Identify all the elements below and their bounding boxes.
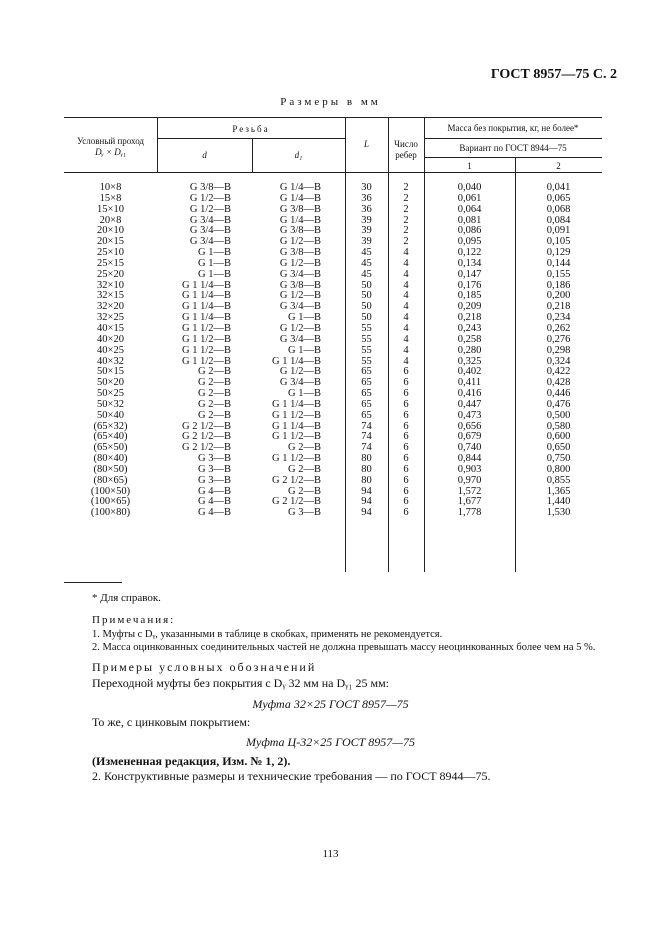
table-cell-m2: 0,105 [546, 236, 571, 248]
table-cell-L: 94 [361, 485, 372, 497]
table-cell-dn: 25×10 [97, 247, 124, 259]
table-cell-dn: 15×10 [97, 203, 124, 215]
table-cell-m2: 1,530 [546, 507, 571, 519]
table-cell-dn: 50×20 [97, 377, 124, 389]
table-cell-dn: 40×25 [97, 344, 124, 356]
table-cell-m2: 0,800 [546, 463, 571, 475]
table-cell-m2: 0,476 [546, 398, 571, 410]
table-cell-m1: 0,176 [457, 279, 482, 291]
table-cell-dn: 10×8 [99, 182, 122, 193]
table-cell-dn: 25×15 [97, 257, 124, 269]
column-thread-d1 [252, 183, 321, 519]
table-cell-dn: (100×50) [90, 485, 131, 497]
table-cell-d1: G 1 1/2—B [271, 409, 321, 421]
table-cell-d1: G 2 1/2—B [271, 496, 321, 508]
table-caption: Размеры в мм [280, 96, 381, 108]
table-cell-m1: 0,218 [457, 312, 482, 324]
table-cell-m2: 0,091 [546, 225, 571, 237]
table-cell-n: 2 [403, 236, 409, 248]
table-cell-L: 45 [361, 247, 372, 259]
header-variant-1: 1 [467, 161, 472, 171]
table-cell-dn: 50×40 [97, 409, 124, 421]
designation-2: Муфта Ц-32×25 ГОСТ 8957—75 [246, 735, 415, 749]
table-cell-m1: 0,095 [457, 236, 482, 248]
table-cell-d1: G 1/4—B [279, 214, 321, 226]
footnote: * Для справок. [92, 592, 161, 604]
table-cell-dn: 50×32 [97, 398, 124, 410]
table-cell-n: 6 [403, 442, 409, 454]
column-thread-d [157, 183, 231, 519]
table-cell-n: 6 [403, 453, 409, 465]
table-cell-d: G 2—B [198, 366, 231, 378]
table-cell-L: 55 [361, 333, 372, 345]
table-cell-L: 55 [361, 322, 372, 334]
table-cell-L: 39 [361, 214, 372, 226]
example-line-2: То же, с цинковым покрытием: [92, 715, 251, 729]
table-cell-L: 36 [361, 192, 372, 204]
table-cell-n: 6 [403, 463, 409, 475]
table-cell-m2: 0,234 [546, 312, 571, 324]
table-cell-d1: G 3/8—B [279, 225, 321, 237]
header-thread: Резьба [232, 124, 270, 134]
table-cell-n: 4 [403, 312, 409, 324]
table-cell-n: 4 [403, 322, 409, 334]
table-cell-m1: 0,411 [457, 377, 482, 389]
table-cell-d1: G 1/4—B [279, 182, 321, 193]
table-cell-d1: G 1 1/4—B [271, 355, 321, 367]
table-cell-d: G 1 1/2—B [181, 333, 231, 345]
table-cell-dn: 32×10 [97, 279, 124, 291]
table-cell-d: G 3/8—B [189, 182, 231, 193]
table-cell-n: 6 [403, 431, 409, 443]
table-cell-m2: 0,041 [546, 182, 571, 193]
table-cell-L: 80 [361, 463, 372, 475]
table-cell-L: 74 [361, 431, 372, 443]
table-cell-d1: G 3/8—B [279, 247, 321, 259]
table-cell-m1: 0,061 [457, 192, 482, 204]
header-variant-2: 2 [556, 161, 561, 171]
table-cell-dn: (80×50) [93, 463, 128, 475]
table-cell-d1: G 1/2—B [279, 290, 321, 302]
table-cell-L: 74 [361, 420, 372, 432]
table-cell-d: G 3/4—B [189, 225, 231, 237]
table-cell-d: G 1 1/4—B [181, 290, 231, 302]
table-cell-L: 80 [361, 474, 372, 486]
table-cell-m2: 0,084 [546, 214, 571, 226]
column-mass-variant-1 [424, 183, 515, 519]
table-cell-d1: G 1/2—B [279, 236, 321, 248]
table-cell-n: 4 [403, 301, 409, 313]
table-cell-m2: 0,855 [546, 474, 571, 486]
table-cell-L: 50 [361, 290, 372, 302]
column-ribs [388, 183, 424, 519]
table-cell-L: 39 [361, 236, 372, 248]
table-cell-d: G 3—B [198, 453, 231, 465]
table-cell-m1: 0,122 [457, 247, 482, 259]
header-variant: Вариант по ГОСТ 8944—75 [459, 143, 567, 153]
table-cell-m2: 0,428 [546, 377, 571, 389]
table-cell-dn: 40×20 [97, 333, 124, 345]
table-cell-m1: 0,040 [457, 182, 482, 193]
table-cell-m2: 0,068 [546, 203, 571, 215]
footnote-rule [64, 582, 122, 583]
table-cell-d1: G 1—B [288, 312, 321, 324]
table-cell-n: 4 [403, 344, 409, 356]
table-cell-n: 2 [403, 225, 409, 237]
table-cell-L: 65 [361, 398, 372, 410]
table-cell-d: G 1 1/4—B [181, 301, 231, 313]
table-cell-m2: 0,500 [546, 409, 571, 421]
table-cell-d: G 2—B [198, 388, 231, 400]
table-cell-L: 50 [361, 279, 372, 291]
table-cell-d1: G 3/4—B [279, 377, 321, 389]
table-cell-m1: 0,086 [457, 225, 482, 237]
table-cell-dn: 50×15 [97, 366, 124, 378]
table-cell-n: 6 [403, 496, 409, 508]
table-cell-m1: 0,325 [457, 355, 482, 367]
table-cell-L: 94 [361, 507, 372, 519]
table-cell-n: 4 [403, 355, 409, 367]
table-cell-L: 39 [361, 225, 372, 237]
table-cell-m1: 0,064 [457, 203, 482, 215]
table-cell-L: 74 [361, 442, 372, 454]
table-cell-d: G 4—B [198, 496, 231, 508]
table-cell-m2: 0,200 [546, 290, 571, 302]
table-cell-dn: (80×40) [93, 453, 128, 465]
table-cell-dn: 20×10 [97, 225, 124, 237]
table-cell-d: G 1 1/2—B [181, 344, 231, 356]
table-cell-dn: (80×65) [93, 474, 128, 486]
table-cell-L: 65 [361, 377, 372, 389]
table-cell-dn: 40×15 [97, 322, 124, 334]
table-cell-m1: 0,081 [457, 214, 482, 226]
table-cell-n: 4 [403, 333, 409, 345]
table-cell-dn: 15×8 [99, 192, 122, 204]
table-cell-d: G 3—B [198, 474, 231, 486]
table-cell-n: 4 [403, 247, 409, 259]
page-header: ГОСТ 8957—75 С. 2 [490, 67, 617, 82]
table-cell-d: G 4—B [198, 507, 231, 519]
table-cell-m2: 0,580 [546, 420, 571, 432]
table-cell-n: 2 [403, 214, 409, 226]
header-d1: d₁ [294, 150, 303, 160]
table-cell-n: 4 [403, 290, 409, 302]
table-cell-d1: G 1—B [288, 344, 321, 356]
table-cell-d1: G 1 1/2—B [271, 431, 321, 443]
table-cell-m1: 0,473 [457, 409, 482, 421]
table-cell-d1: G 3/8—B [279, 279, 321, 291]
table-cell-d1: G 1/4—B [279, 192, 321, 204]
table-cell-L: 80 [361, 453, 372, 465]
table-cell-n: 4 [403, 268, 409, 280]
table-cell-d1: G 1—B [288, 388, 321, 400]
note-2: 2. Масса оцинкованных соединительных частей не должна превышать массу неоцинкованных более чем на 5 %. [92, 642, 596, 653]
table-cell-d: G 1—B [198, 268, 231, 280]
table-cell-d1: G 2—B [288, 463, 321, 475]
table-cell-n: 6 [403, 366, 409, 378]
table-cell-m2: 0,446 [546, 388, 571, 400]
table-cell-d1: G 2—B [288, 442, 321, 454]
table-cell-n: 6 [403, 474, 409, 486]
table-cell-n: 4 [403, 257, 409, 269]
table-cell-dn: 40×32 [97, 355, 124, 367]
table-cell-d: G 2—B [198, 377, 231, 389]
clause-2: 2. Конструктивные размеры и технические требования — по ГОСТ 8944—75. [92, 769, 491, 783]
table-cell-n: 6 [403, 409, 409, 421]
table-cell-d1: G 1 1/4—B [271, 398, 321, 410]
amendment-note: (Измененная редакция, Изм. № 1, 2). [92, 754, 291, 768]
table-cell-m1: 0,402 [457, 366, 482, 378]
header-length: L [363, 139, 369, 149]
table-cell-d1: G 3/4—B [279, 333, 321, 345]
table-cell-dn: 32×25 [97, 312, 124, 324]
table-cell-m1: 0,447 [457, 398, 482, 410]
header-d: d [202, 150, 207, 160]
table-cell-m1: 0,656 [457, 420, 482, 432]
table-cell-m2: 0,262 [546, 322, 571, 334]
table-cell-m2: 0,218 [546, 301, 571, 313]
table-cell-L: 65 [361, 388, 372, 400]
note-1: 1. Муфты с Dᵧ, указанными в таблице в скобках, применять не рекомендуется. [92, 629, 443, 640]
table-cell-d1: G 3/4—B [279, 301, 321, 313]
table-cell-m2: 0,276 [546, 333, 571, 345]
table-cell-d: G 2 1/2—B [181, 431, 231, 443]
table-cell-m1: 0,679 [457, 431, 482, 443]
table-cell-m1: 0,134 [457, 257, 482, 269]
table-cell-n: 2 [403, 203, 409, 215]
table-cell-d: G 3/4—B [189, 236, 231, 248]
table-cell-L: 65 [361, 409, 372, 421]
notes-heading: Примечания: [92, 614, 176, 626]
table-cell-d: G 1 1/2—B [181, 322, 231, 334]
table-cell-m2: 0,650 [546, 442, 571, 454]
table-cell-m1: 0,903 [457, 463, 482, 475]
table-cell-L: 94 [361, 496, 372, 508]
table-cell-dn: (65×50) [93, 442, 128, 454]
table-cell-dn: 32×20 [97, 301, 124, 313]
page-number: 113 [322, 848, 339, 860]
table-cell-d1: G 2—B [288, 485, 321, 497]
table-cell-d1: G 3/4—B [279, 268, 321, 280]
table-cell-d: G 4—B [198, 485, 231, 497]
table-cell-d: G 3/4—B [189, 214, 231, 226]
table-cell-d: G 1 1/2—B [181, 355, 231, 367]
table-cell-m2: 0,144 [546, 257, 571, 269]
table-cell-m1: 1,778 [457, 507, 482, 519]
table-cell-m2: 0,422 [546, 366, 571, 378]
table-cell-m1: 0,185 [457, 290, 482, 302]
table-cell-L: 36 [361, 203, 372, 215]
header-ribs: Число ребер [394, 139, 418, 160]
table-cell-d1: G 1 1/2—B [271, 453, 321, 465]
table-cell-m1: 1,677 [457, 496, 482, 508]
table-cell-m1: 0,740 [457, 442, 482, 454]
table-cell-d: G 2—B [198, 409, 231, 421]
table-cell-d: G 1—B [198, 247, 231, 259]
table-cell-n: 6 [403, 420, 409, 432]
table-cell-m1: 0,970 [457, 474, 482, 486]
table-cell-n: 6 [403, 507, 409, 519]
example-line-1: Переходной муфты без покрытия с Dᵧ 32 мм на Dᵧ₁ 25 мм: [92, 676, 390, 690]
column-mass-variant-2 [515, 183, 602, 519]
table-cell-n: 4 [403, 279, 409, 291]
table-cell-m2: 0,298 [546, 344, 571, 356]
table-cell-d1: G 2 1/2—B [271, 474, 321, 486]
table-cell-d: G 1—B [198, 257, 231, 269]
table-cell-d: G 2 1/2—B [181, 442, 231, 454]
table-cell-L: 30 [361, 182, 372, 193]
table-cell-n: 2 [403, 182, 409, 193]
table-cell-dn: 20×15 [97, 236, 124, 248]
table-cell-m2: 0,129 [546, 247, 571, 259]
table-cell-L: 65 [361, 366, 372, 378]
table-cell-m1: 0,209 [457, 301, 482, 313]
column-nominal-size [64, 183, 157, 519]
table-cell-m1: 0,243 [457, 322, 482, 334]
table-cell-L: 50 [361, 301, 372, 313]
table-cell-dn: 20×8 [99, 214, 122, 226]
table-cell-dn: 25×20 [97, 268, 124, 280]
table-cell-n: 6 [403, 388, 409, 400]
table-cell-m1: 0,416 [457, 388, 482, 400]
column-length [345, 183, 388, 519]
table-cell-d1: G 3—B [288, 507, 321, 519]
header-nominal-size: Условный проход Dᵧ × Dᵧ₁ [76, 136, 145, 157]
table-cell-m1: 0,844 [457, 453, 482, 465]
table-cell-d: G 2—B [198, 398, 231, 410]
table-cell-m1: 1,572 [457, 485, 482, 497]
table-cell-m2: 0,065 [546, 192, 571, 204]
table-cell-d: G 1 1/4—B [181, 312, 231, 324]
table-cell-d1: G 1 1/4—B [271, 420, 321, 432]
table-cell-m2: 1,440 [546, 496, 571, 508]
table-cell-d1: G 1/2—B [279, 366, 321, 378]
table-cell-d: G 1/2—B [189, 192, 231, 204]
table-cell-n: 2 [403, 192, 409, 204]
table-cell-d1: G 3/8—B [279, 203, 321, 215]
table-cell-dn: (100×65) [90, 496, 131, 508]
table-cell-m1: 0,147 [457, 268, 482, 280]
table-cell-L: 55 [361, 344, 372, 356]
header-mass: Масса без покрытия, кг, не более* [447, 123, 579, 133]
table-cell-n: 6 [403, 377, 409, 389]
table-cell-L: 45 [361, 268, 372, 280]
table-cell-m2: 0,324 [546, 355, 571, 367]
table-cell-m2: 0,600 [546, 431, 571, 443]
table-cell-m1: 0,258 [457, 333, 482, 345]
table-cell-d: G 2 1/2—B [181, 420, 231, 432]
table-cell-n: 6 [403, 485, 409, 497]
table-cell-d1: G 1/2—B [279, 257, 321, 269]
table-cell-m2: 0,155 [546, 268, 571, 280]
table-cell-d1: G 1/2—B [279, 322, 321, 334]
table-cell-m2: 0,750 [546, 453, 571, 465]
table-cell-d: G 1/2—B [189, 203, 231, 215]
table-cell-dn: (65×40) [93, 431, 128, 443]
table-cell-m1: 0,280 [457, 344, 482, 356]
table-cell-d: G 1 1/4—B [181, 279, 231, 291]
table-cell-L: 45 [361, 257, 372, 269]
table-cell-dn: 50×25 [97, 388, 124, 400]
table-cell-dn: (100×80) [90, 507, 131, 519]
table-cell-d: G 3—B [198, 463, 231, 475]
table-cell-dn: (65×32) [93, 420, 128, 432]
table-cell-m2: 0,186 [546, 279, 571, 291]
designation-1: Муфта 32×25 ГОСТ 8957—75 [252, 697, 409, 711]
table-cell-m2: 1,365 [546, 485, 571, 497]
table-cell-n: 6 [403, 398, 409, 410]
table-cell-dn: 32×15 [97, 290, 124, 302]
table-cell-L: 50 [361, 312, 372, 324]
examples-heading: Примеры условных обозначений [92, 660, 317, 674]
table-cell-L: 55 [361, 355, 372, 367]
